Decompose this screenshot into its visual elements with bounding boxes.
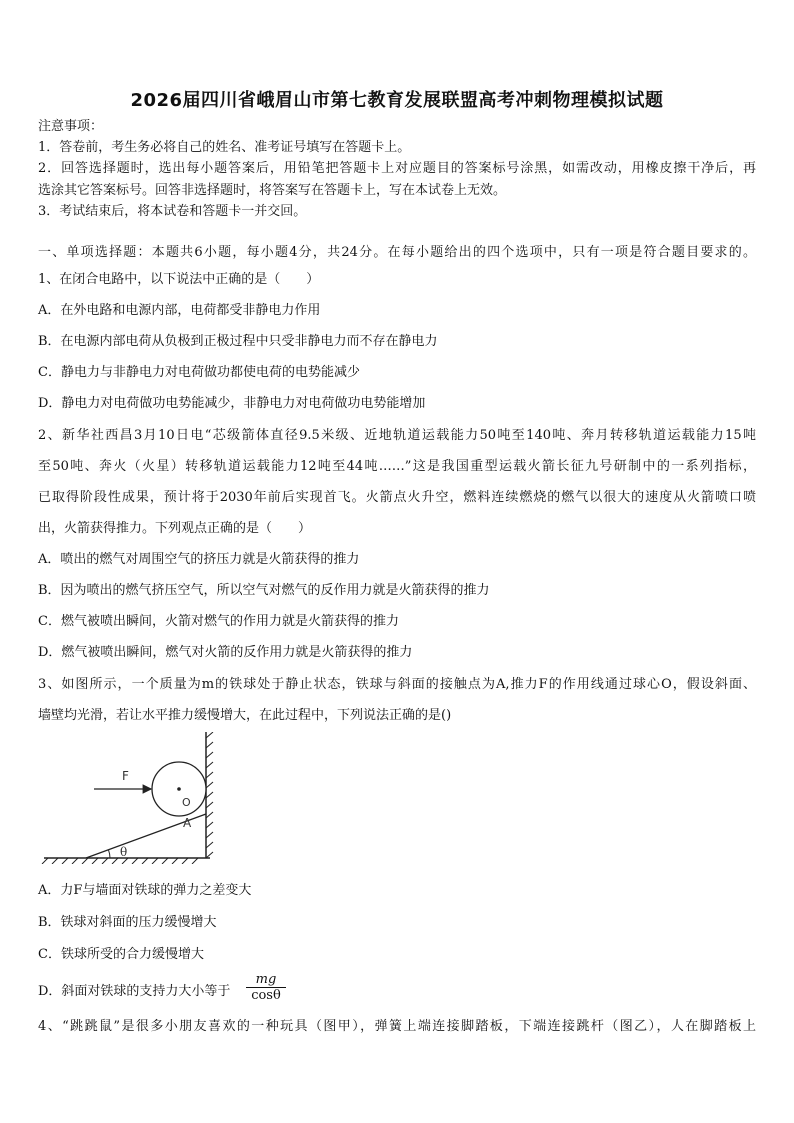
q2-stem-line-1: 2、新华社西昌3月10日电“芯级箭体直径9.5米级、近地轨道运载能力50吨至140吨、奔月转移轨道运载能力15吨 [38,428,756,443]
q1-option-b: B．在电源内部电荷从负极到正极过程中只受非静电力而不存在静电力 [38,334,438,349]
ball-center-dot [177,787,181,791]
q3-stem-line-1: 3、如图所示，一个质量为m的铁球处于静止状态，铁球与斜面的接触点为A,推力F的作用线通过球心O，假设斜面、 [38,677,756,692]
fraction-numerator: mg [246,972,286,988]
section-heading: 一、单项选择题：本题共6小题，每小题4分，共24分。在每小题给出的四个选项中，只有一项是符合题目要求的。 [38,245,756,260]
q3-option-c: C．铁球所受的合力缓慢增大 [38,947,204,962]
wall-hatch [206,732,213,858]
notice-item-2: 2．回答选择题时，选出每小题答案后，用铅笔把答题卡上对应题目的答案标号涂黑，如需改动，用橡皮擦干净后，再 [38,161,756,176]
q1-option-a: A．在外电路和电源内部，电荷都受非静电力作用 [38,303,321,318]
q4-stem: 4、“跳跳鼠”是很多小朋友喜欢的一种玩具（图甲），弹簧上端连接脚踏板，下端连接跳杆（图乙），人在脚踏板上 [38,1019,756,1034]
label-center: O [182,796,191,809]
notice-item-3: 3．考试结束后，将本试卷和答题卡一并交回。 [38,204,307,219]
q2-option-c: C．燃气被喷出瞬间，火箭对燃气的作用力就是火箭获得的推力 [38,614,399,629]
q1-option-c: C．静电力与非静电力对电荷做功都使电荷的电势能减少 [38,365,360,380]
notice-heading: 注意事项： [38,119,104,134]
q2-stem-line-2: 至50吨、奔火（火星）转移轨道运载能力12吨至44吨……”这是我国重型运载火箭长征九号研制中的一系列指标， [38,459,756,474]
q2-stem-line-3: 已取得阶段性成果，预计将于2030年前后实现首飞。火箭点火升空，燃料连续燃烧的燃气以很大的速度从火箭喷口喷 [38,490,756,505]
q3-figure [38,732,228,864]
label-angle: θ [120,845,128,859]
q3-stem-line-2: 墙壁均光滑，若让水平推力缓慢增大，在此过程中，下列说法正确的是() [38,708,452,723]
q3-option-a: A．力F与墙面对铁球的弹力之差变大 [38,883,252,898]
q2-option-d: D．燃气被喷出瞬间，燃气对火箭的反作用力就是火箭获得的推力 [38,645,413,660]
q2-option-b: B．因为喷出的燃气挤压空气，所以空气对燃气的反作用力就是火箭获得的推力 [38,583,490,598]
label-contact: A [183,816,192,830]
angle-arc [109,850,111,858]
notice-item-2-cont: 选涂其它答案标号。回答非选择题时，将答案写在答题卡上，写在本试卷上无效。 [38,183,507,198]
q1-stem: 1、在闭合电路中，以下说法中正确的是（ ） [38,272,320,287]
q3-option-b: B．铁球对斜面的压力缓慢增大 [38,915,217,930]
label-force: F [122,769,129,783]
notice-item-1: 1．答卷前，考生务必将自己的姓名、准考证号填写在答题卡上。 [38,140,411,155]
q3-option-d-fraction [246,972,286,1004]
q2-option-a: A．喷出的燃气对周围空气的挤压力就是火箭获得的推力 [38,552,360,567]
q1-option-d: D．静电力对电荷做功电势能减少，非静电力对电荷做功电势能增加 [38,396,426,411]
q3-option-d: D．斜面对铁球的支持力大小等于 [38,984,231,999]
page-title: 2026届四川省峨眉山市第七教育发展联盟高考冲刺物理模拟试题 [130,90,664,111]
fraction-denominator: cosθ [251,988,281,1003]
q2-stem-line-4: 出，火箭获得推力。下列观点正确的是（ ） [38,521,312,536]
